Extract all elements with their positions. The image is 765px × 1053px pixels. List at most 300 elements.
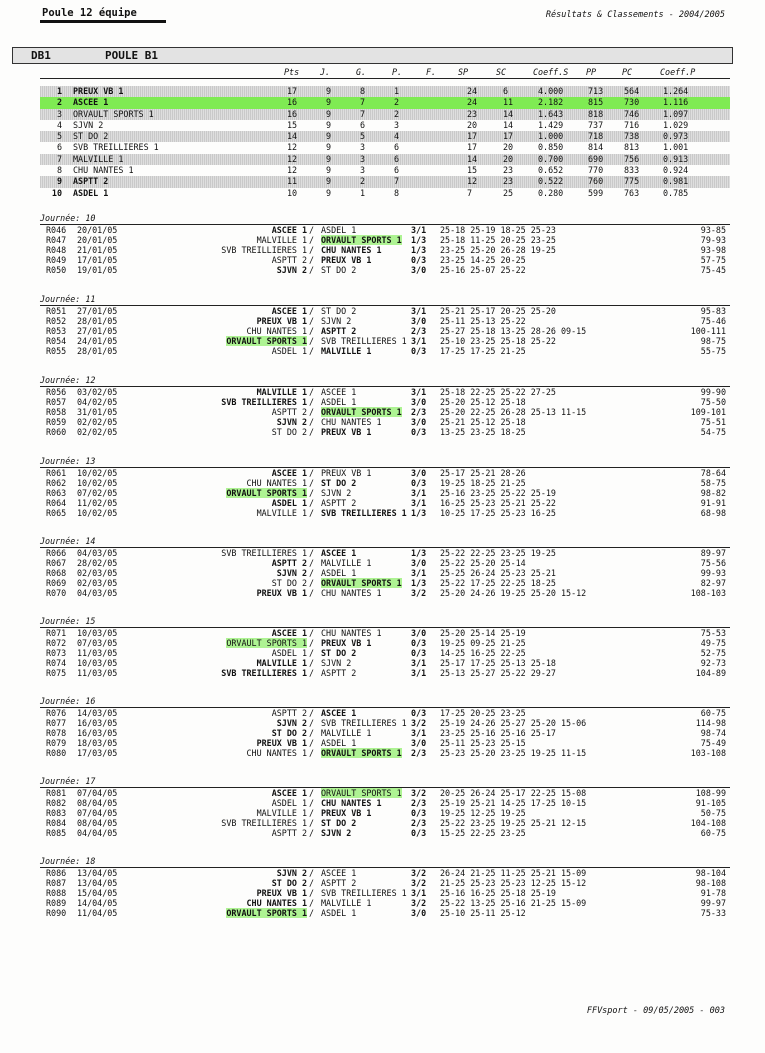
match-sets: 23-25 14-25 20-25	[440, 255, 526, 265]
match-id: R054	[46, 336, 67, 346]
standings-cell-p: 1	[394, 86, 400, 96]
match-date: 04/03/05	[77, 588, 118, 598]
match-sep: /	[309, 578, 315, 588]
match-row	[40, 728, 730, 738]
match-sep: /	[309, 648, 315, 658]
match-id: R082	[46, 798, 67, 808]
match-away: ASPTT 2	[321, 498, 357, 508]
standings-cell-sp: 17	[467, 131, 478, 142]
col-coeff-p: Coeff.P	[660, 67, 696, 77]
match-away: CHU NANTES 1	[321, 417, 382, 427]
match-day	[40, 536, 730, 598]
standings-row	[40, 154, 730, 165]
match-row	[40, 638, 730, 648]
match-score: 1/3	[411, 235, 427, 245]
match-away: ASDEL 1	[321, 908, 357, 918]
match-score: 0/3	[411, 808, 427, 818]
match-sep: /	[309, 718, 315, 728]
match-home: SJVN 2	[276, 417, 307, 427]
match-away: ST DO 2	[321, 478, 357, 488]
pool-name: POULE B1	[105, 49, 158, 62]
match-score: 3/2	[411, 788, 427, 798]
standings-cell-cp: 1.116	[663, 97, 689, 108]
match-points: 60-75	[700, 828, 726, 838]
standings-cell-sc: 14	[503, 108, 514, 119]
match-sets: 25-16 25-07 25-22	[440, 265, 526, 275]
match-points: 75-45	[700, 265, 726, 275]
match-sep: /	[309, 748, 315, 758]
match-row	[40, 588, 730, 598]
match-sets: 25-22 23-25 19-25 25-21 12-15	[440, 818, 587, 828]
match-points: 98-104	[695, 868, 726, 878]
match-id: R069	[46, 578, 67, 588]
match-row	[40, 748, 730, 758]
standings-cell-j: 9	[326, 119, 332, 130]
standings-cell-team: SVB TREILLIERES 1	[73, 142, 159, 153]
match-sets: 25-18 11-25 20-25 23-25	[440, 235, 556, 245]
match-id: R066	[46, 548, 67, 558]
match-id: R052	[46, 316, 67, 326]
match-id: R058	[46, 407, 67, 417]
match-row	[40, 788, 730, 798]
col-pp: PP	[586, 67, 597, 77]
standings-cell-pts: 17	[287, 86, 298, 96]
match-id: R084	[46, 818, 67, 828]
match-score: 3/1	[411, 488, 427, 498]
match-score: 3/2	[411, 588, 427, 598]
match-sets: 25-13 25-27 25-22 29-27	[440, 668, 556, 678]
match-score: 3/1	[411, 728, 427, 738]
match-id: R083	[46, 808, 67, 818]
match-score: 3/0	[411, 265, 427, 275]
match-points: 60-75	[700, 708, 726, 718]
standings-cell-cp: 1.097	[663, 108, 689, 119]
match-row	[40, 498, 730, 508]
match-sep: /	[309, 255, 315, 265]
match-home: ASPTT 2	[271, 828, 307, 838]
match-sep: /	[309, 798, 315, 808]
match-sep: /	[309, 558, 315, 568]
match-sep: /	[309, 588, 315, 598]
match-away: PREUX VB 1	[321, 427, 372, 437]
match-sep: /	[309, 898, 315, 908]
match-row	[40, 488, 730, 498]
match-away: ST DO 2	[321, 265, 357, 275]
match-day	[40, 696, 730, 758]
match-points: 79-93	[700, 235, 726, 245]
match-row	[40, 908, 730, 918]
match-id: R049	[46, 255, 67, 265]
match-home: SVB TREILLIERES 1	[221, 245, 307, 255]
match-date: 10/03/05	[77, 658, 118, 668]
match-score: 0/3	[411, 828, 427, 838]
match-score: 3/0	[411, 417, 427, 427]
match-row	[40, 235, 730, 245]
match-away: ORVAULT SPORTS 1	[321, 578, 402, 588]
match-score: 3/1	[411, 498, 427, 508]
match-sets: 14-25 16-25 22-25	[440, 648, 526, 658]
match-id: R070	[46, 588, 67, 598]
match-sep: /	[309, 788, 315, 798]
pool-banner	[12, 47, 733, 64]
match-sep: /	[309, 868, 315, 878]
match-id: R073	[46, 648, 67, 658]
match-score: 2/3	[411, 818, 427, 828]
match-score: 1/3	[411, 245, 427, 255]
match-sets: 25-11 25-23 25-15	[440, 738, 526, 748]
match-away: ASPTT 2	[321, 668, 357, 678]
match-id: R061	[46, 468, 67, 478]
match-away: SJVN 2	[321, 316, 352, 326]
match-points: 75-51	[700, 417, 726, 427]
match-points: 99-90	[700, 387, 726, 397]
standings-cell-pp: 760	[588, 176, 604, 187]
match-date: 31/01/05	[77, 407, 118, 417]
col-p: P.	[392, 67, 403, 77]
col-pc: PC	[622, 67, 633, 77]
match-away: ST DO 2	[321, 818, 357, 828]
match-home: MALVILLE 1	[256, 387, 307, 397]
standings-cell-rank: 6	[56, 142, 62, 153]
standings-cell-sc: 20	[503, 142, 514, 153]
match-sep: /	[309, 728, 315, 738]
match-home: ASPTT 2	[271, 407, 307, 417]
standings-cell-j: 9	[326, 165, 332, 176]
match-row	[40, 888, 730, 898]
standings-cell-rank: 4	[56, 119, 62, 130]
match-row	[40, 478, 730, 488]
standings-cell-pp: 718	[588, 131, 604, 142]
standings-cell-pts: 15	[287, 119, 298, 130]
standings-cell-sc: 23	[503, 176, 514, 187]
standings-cell-cs: 0.522	[538, 176, 564, 187]
standings-cell-pc: 746	[624, 108, 640, 119]
match-row	[40, 427, 730, 437]
match-sets: 25-21 25-12 25-18	[440, 417, 526, 427]
match-sets: 25-19 25-21 14-25 17-25 10-15	[440, 798, 587, 808]
match-row	[40, 255, 730, 265]
standings-row	[40, 131, 730, 142]
match-id: R074	[46, 658, 67, 668]
standings-cell-team: ST DO 2	[73, 131, 109, 142]
match-date: 11/03/05	[77, 668, 118, 678]
match-row	[40, 628, 730, 638]
match-sep: /	[309, 478, 315, 488]
match-home: SJVN 2	[276, 868, 307, 878]
match-id: R051	[46, 306, 67, 316]
match-score: 0/3	[411, 708, 427, 718]
match-points: 75-46	[700, 316, 726, 326]
standings-cell-g: 6	[360, 119, 366, 130]
standings-cell-pc: 756	[624, 153, 640, 164]
match-day	[40, 375, 730, 437]
match-sep: /	[309, 407, 315, 417]
match-away: PREUX VB 1	[321, 808, 372, 818]
match-points: 93-85	[700, 225, 726, 235]
match-date: 02/03/05	[77, 568, 118, 578]
match-date: 07/02/05	[77, 488, 118, 498]
match-id: R080	[46, 748, 67, 758]
match-sets: 21-25 25-23 25-23 12-25 15-12	[440, 878, 587, 888]
match-home: ASCEE 1	[271, 628, 307, 638]
match-date: 16/03/05	[77, 718, 118, 728]
match-day	[40, 213, 730, 275]
standings-cell-rank: 1	[56, 86, 62, 96]
match-id: R078	[46, 728, 67, 738]
standings-cell-sc: 6	[503, 86, 509, 96]
match-sets: 23-25 25-20 26-28 19-25	[440, 245, 556, 255]
match-date: 04/03/05	[77, 548, 118, 558]
match-day-title: Journée: 11	[40, 294, 730, 306]
match-score: 0/3	[411, 478, 427, 488]
match-points: 78-64	[700, 468, 726, 478]
match-sets: 25-10 25-11 25-12	[440, 908, 526, 918]
standings-cell-sc: 20	[503, 153, 514, 164]
match-id: R076	[46, 708, 67, 718]
match-row	[40, 658, 730, 668]
match-sets: 19-25 12-25 19-25	[440, 808, 526, 818]
standings-cell-rank: 10	[51, 187, 62, 198]
standings-cell-g: 7	[360, 97, 366, 108]
match-away: SJVN 2	[321, 488, 352, 498]
match-sets: 25-27 25-18 13-25 28-26 09-15	[440, 326, 587, 336]
standings-cell-pc: 763	[624, 187, 640, 198]
match-date: 17/03/05	[77, 748, 118, 758]
match-sets: 23-25 25-16 25-16 25-17	[440, 728, 556, 738]
match-sets: 25-22 22-25 23-25 19-25	[440, 548, 556, 558]
match-sep: /	[309, 498, 315, 508]
match-day-title: Journée: 13	[40, 456, 730, 468]
header-season: Résultats & Classements - 2004/2005	[545, 10, 725, 20]
standings-cell-pp: 815	[588, 97, 604, 108]
match-points: 95-83	[700, 306, 726, 316]
match-day	[40, 776, 730, 838]
match-score: 2/3	[411, 326, 427, 336]
match-id: R067	[46, 558, 67, 568]
standings-cell-cs: 1.000	[538, 131, 564, 142]
standings-cell-rank: 3	[56, 108, 62, 119]
match-date: 13/04/05	[77, 868, 118, 878]
match-score: 1/3	[411, 578, 427, 588]
standings-cell-p: 6	[394, 142, 400, 153]
page-title: Poule 12 équipe	[42, 7, 137, 19]
match-score: 3/0	[411, 316, 427, 326]
match-points: 91-78	[700, 888, 726, 898]
match-away: SVB TREILLIERES 1	[321, 718, 407, 728]
match-sets: 20-25 26-24 25-17 22-25 15-08	[440, 788, 587, 798]
standings-cell-pp: 737	[588, 119, 604, 130]
standings-cell-rank: 5	[56, 131, 62, 142]
pool-code: DB1	[31, 49, 51, 62]
match-row	[40, 407, 730, 417]
standings-row	[40, 97, 730, 108]
match-home: PREUX VB 1	[256, 588, 307, 598]
match-away: PREUX VB 1	[321, 255, 372, 265]
match-sep: /	[309, 908, 315, 918]
match-away: ST DO 2	[321, 648, 357, 658]
match-id: R086	[46, 868, 67, 878]
match-sep: /	[309, 397, 315, 407]
standings-cell-cp: 0.913	[663, 153, 689, 164]
standings-cell-cp: 0.973	[663, 131, 689, 142]
standings-cell-sp: 7	[467, 187, 473, 198]
match-away: SVB TREILLIERES 1	[321, 336, 407, 346]
standings-cell-cp: 1.264	[663, 86, 689, 96]
standings-cell-sp: 23	[467, 108, 478, 119]
match-points: 103-108	[690, 748, 726, 758]
match-away: ST DO 2	[321, 306, 357, 316]
match-sets: 25-22 13-25 25-16 21-25 15-09	[440, 898, 587, 908]
match-away: PREUX VB 1	[321, 468, 372, 478]
match-score: 3/0	[411, 628, 427, 638]
match-points: 75-49	[700, 738, 726, 748]
match-sets: 25-25 26-24 25-23 25-21	[440, 568, 556, 578]
match-sep: /	[309, 427, 315, 437]
standings-cell-cs: 0.280	[538, 187, 564, 198]
match-score: 2/3	[411, 798, 427, 808]
match-home: MALVILLE 1	[256, 658, 307, 668]
standings-cell-pp: 770	[588, 165, 604, 176]
standings-cell-pc: 716	[624, 119, 640, 130]
match-home: ASCEE 1	[271, 788, 307, 798]
standings-cell-pc: 813	[624, 142, 640, 153]
standings-cell-team: ORVAULT SPORTS 1	[73, 108, 154, 119]
standings-cell-pc: 564	[624, 86, 640, 96]
match-points: 91-105	[695, 798, 726, 808]
standings-cell-pts: 16	[287, 97, 298, 108]
match-date: 17/01/05	[77, 255, 118, 265]
standings-row	[40, 86, 730, 97]
standings-cell-p: 2	[394, 108, 400, 119]
match-points: 50-75	[700, 808, 726, 818]
match-points: 82-97	[700, 578, 726, 588]
match-row	[40, 245, 730, 255]
match-sets: 25-18 22-25 25-22 27-25	[440, 387, 556, 397]
standings-cell-j: 9	[326, 86, 332, 96]
match-score: 3/2	[411, 878, 427, 888]
match-sep: /	[309, 326, 315, 336]
standings-cell-team: CHU NANTES 1	[73, 165, 134, 176]
standings-cell-pc: 833	[624, 165, 640, 176]
match-points: 98-108	[695, 878, 726, 888]
standings-cell-pp: 599	[588, 187, 604, 198]
match-row	[40, 868, 730, 878]
standings-cell-p: 4	[394, 131, 400, 142]
match-score: 0/3	[411, 648, 427, 658]
standings-cell-pp: 690	[588, 153, 604, 164]
standings-cell-pc: 738	[624, 131, 640, 142]
match-date: 11/03/05	[77, 648, 118, 658]
standings-cell-pts: 14	[287, 131, 298, 142]
standings-cell-cs: 0.850	[538, 142, 564, 153]
match-points: 75-53	[700, 628, 726, 638]
match-row	[40, 798, 730, 808]
match-away: CHU NANTES 1	[321, 588, 382, 598]
match-day-title: Journée: 10	[40, 213, 730, 225]
match-score: 0/3	[411, 255, 427, 265]
match-sep: /	[309, 316, 315, 326]
match-points: 98-74	[700, 728, 726, 738]
match-id: R056	[46, 387, 67, 397]
match-day-title: Journée: 15	[40, 616, 730, 628]
match-date: 28/01/05	[77, 346, 118, 356]
match-away: ORVAULT SPORTS 1	[321, 748, 402, 758]
standings-cell-j: 9	[326, 131, 332, 142]
match-score: 3/2	[411, 718, 427, 728]
standings-cell-pts: 10	[287, 187, 298, 198]
match-points: 104-89	[695, 668, 726, 678]
match-away: MALVILLE 1	[321, 728, 372, 738]
match-row	[40, 316, 730, 326]
match-date: 14/03/05	[77, 708, 118, 718]
match-away: SJVN 2	[321, 828, 352, 838]
standings-cell-p: 7	[394, 176, 400, 187]
match-row	[40, 548, 730, 558]
match-sep: /	[309, 658, 315, 668]
standings-cell-cp: 0.924	[663, 165, 689, 176]
match-sep: /	[309, 225, 315, 235]
match-sep: /	[309, 245, 315, 255]
match-sets: 25-20 24-26 19-25 25-20 15-12	[440, 588, 587, 598]
match-score: 3/1	[411, 668, 427, 678]
col-sc: SC	[496, 67, 507, 77]
standings-cell-pts: 12	[287, 165, 298, 176]
match-points: 75-33	[700, 908, 726, 918]
match-points: 57-75	[700, 255, 726, 265]
standings-cell-sc: 25	[503, 187, 514, 198]
match-points: 99-97	[700, 898, 726, 908]
standings-cell-cs: 1.429	[538, 119, 564, 130]
match-home: SJVN 2	[276, 568, 307, 578]
match-points: 68-98	[700, 508, 726, 518]
match-id: R065	[46, 508, 67, 518]
standings-cell-p: 8	[394, 187, 400, 198]
match-home: PREUX VB 1	[256, 888, 307, 898]
match-row	[40, 397, 730, 407]
match-score: 3/1	[411, 568, 427, 578]
match-home: ST DO 2	[271, 878, 307, 888]
standings-cell-p: 3	[394, 119, 400, 130]
standings-row	[40, 176, 730, 187]
match-home: ASCEE 1	[271, 468, 307, 478]
match-home: ASDEL 1	[271, 648, 307, 658]
match-id: R090	[46, 908, 67, 918]
match-home: ORVAULT SPORTS 1	[226, 488, 307, 498]
match-date: 10/02/05	[77, 468, 118, 478]
match-home: ASCEE 1	[271, 306, 307, 316]
match-home: ASDEL 1	[271, 798, 307, 808]
standings-cell-sp: 14	[467, 153, 478, 164]
standings-cell-rank: 9	[56, 176, 62, 187]
match-row	[40, 468, 730, 478]
match-sep: /	[309, 638, 315, 648]
match-sep: /	[309, 878, 315, 888]
standings-cell-pts: 16	[287, 108, 298, 119]
match-date: 04/02/05	[77, 397, 118, 407]
match-score: 3/1	[411, 336, 427, 346]
match-points: 93-98	[700, 245, 726, 255]
match-sets: 19-25 09-25 21-25	[440, 638, 526, 648]
standings-cell-cp: 0.981	[663, 176, 689, 187]
standings-cell-g: 3	[360, 165, 366, 176]
match-id: R053	[46, 326, 67, 336]
match-score: 3/0	[411, 468, 427, 478]
standings-cell-team: PREUX VB 1	[73, 86, 124, 96]
col-pts: Pts	[284, 67, 300, 77]
match-points: 89-97	[700, 548, 726, 558]
match-sets: 25-20 25-14 25-19	[440, 628, 526, 638]
match-sep: /	[309, 628, 315, 638]
